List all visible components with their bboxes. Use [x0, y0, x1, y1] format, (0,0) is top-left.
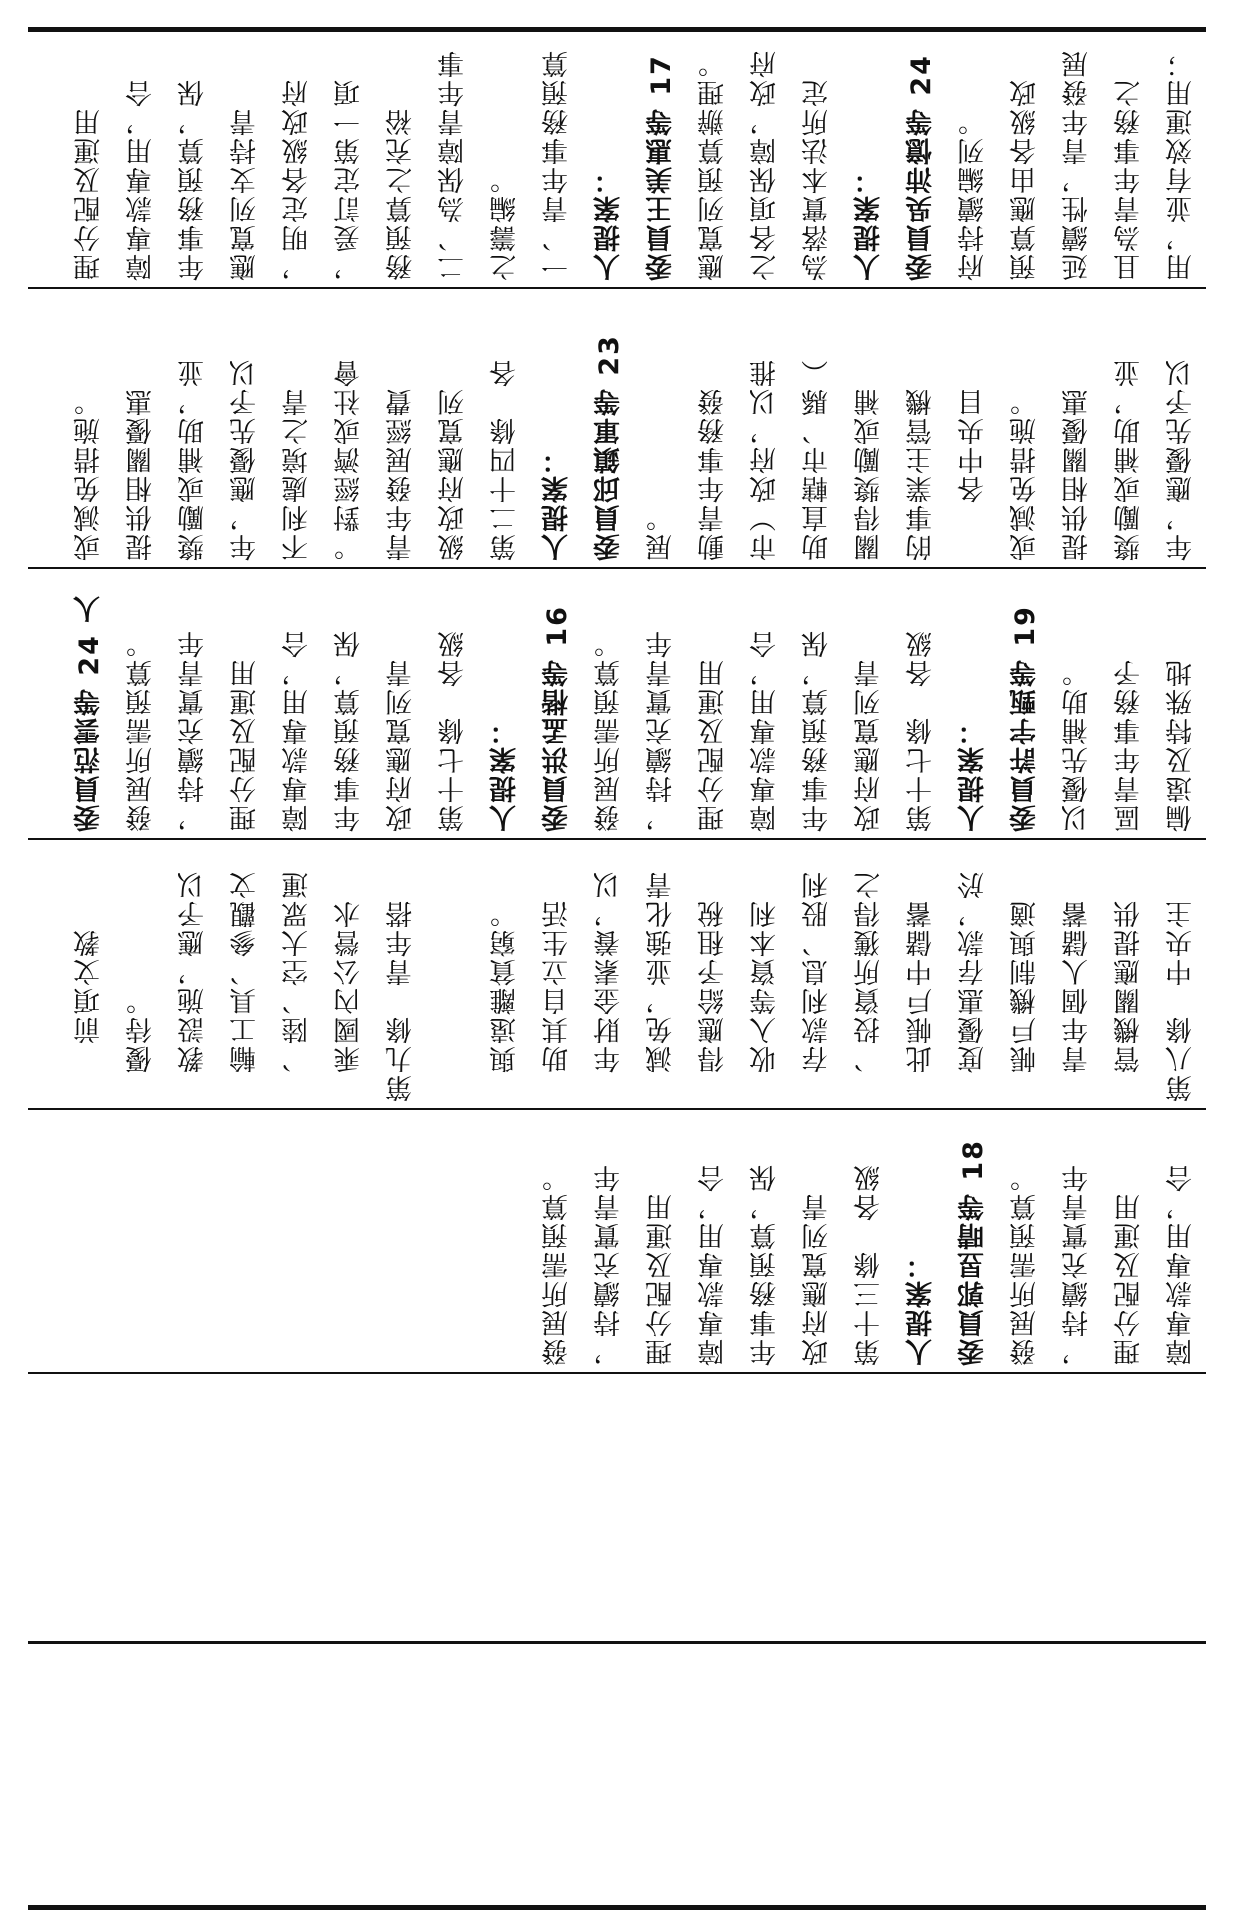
text-line: 障專款專用，合: [750, 629, 781, 832]
text-line: 障專款專用，合: [126, 78, 157, 281]
proposer-heading: 人提案：: [542, 445, 573, 561]
text-line: 為落實本法所定: [802, 78, 833, 281]
text-line: 關得獎勵或補: [854, 387, 885, 561]
text-line: 存款利息、股利: [802, 870, 833, 1102]
text-line: 。對經濟或社會: [334, 358, 365, 561]
proposer-heading: 人提案：: [490, 716, 521, 832]
text-line: 障專款專用，合: [698, 1163, 729, 1366]
text-line: ，爰訂定第一項: [334, 78, 365, 281]
text-line: 理分配及運用: [698, 658, 729, 832]
text-line: 第八條 中央主: [1166, 899, 1197, 1102]
text-line: 與遠離貧窮。: [490, 899, 521, 1102]
text-line: 年，應優先予以: [230, 358, 261, 561]
text-line: 年財金素養，以: [594, 870, 625, 1102]
text-line: 第二十四條 各: [490, 358, 521, 561]
row-separator: [28, 567, 1206, 569]
text-line: 帳戶機制與適: [1010, 899, 1041, 1102]
proposer-heading: 人提案：: [854, 165, 885, 281]
proposer-heading: 委員吳沛憶等 24: [906, 54, 937, 281]
text-line: 、投資所獲得之: [854, 870, 885, 1102]
text-line: 獎勵或補助，並: [1114, 358, 1145, 561]
text-line: 理分配及運用: [646, 1192, 677, 1366]
row-separator: [28, 287, 1206, 289]
text-line: 管機關應提供: [1114, 899, 1145, 1102]
text-line: 、陸、空大眾運: [282, 870, 313, 1102]
text-line: 度優惠存款，於: [958, 870, 989, 1102]
text-line: 青年個人儲蓄: [1062, 899, 1093, 1102]
text-line: 區青年事務予: [1114, 658, 1145, 832]
text-line: 減免，並強化青: [646, 870, 677, 1102]
table-cell: [28, 295, 1206, 561]
text-line: 教設施，應予以: [178, 870, 209, 1102]
text-line: 展。: [646, 503, 677, 561]
text-line: 二、為保障青年事: [438, 49, 469, 281]
table-cell: [28, 40, 1206, 281]
text-line: 優待。: [126, 986, 157, 1102]
row-separator: [28, 1372, 1206, 1374]
text-line: ，持續充實青年: [178, 629, 209, 832]
text-line: 年，應優先予以: [1166, 358, 1197, 561]
text-line: ，持續充實青年: [1062, 1163, 1093, 1366]
text-line: 或減免措施。: [1010, 387, 1041, 561]
text-line: 預算應由各級政: [1010, 78, 1041, 281]
text-line: 提供相關優惠: [1062, 387, 1093, 561]
text-line: 提供相關優惠: [126, 387, 157, 561]
proposer-heading: 人提案：: [958, 716, 989, 832]
text-line: ，明定各級政府: [282, 78, 313, 281]
text-line: 延續性，青年發展: [1062, 49, 1093, 281]
proposer-heading: 委員洪孟楷等 16: [542, 605, 573, 832]
text-line: 發展所需預算。: [542, 1163, 573, 1366]
text-line: 理分配及運用: [1114, 1192, 1145, 1366]
text-line: 發展所需預算。: [1010, 1163, 1041, 1366]
text-line: 第十七條 各級: [906, 629, 937, 832]
text-line: 市）政府，以推: [750, 358, 781, 561]
table-cell: [28, 1116, 1206, 1366]
text-line: 助直轄市、縣（: [802, 358, 833, 561]
text-line: 且為青年事務之: [1114, 78, 1145, 281]
text-line: 以優先補助。: [1062, 658, 1093, 832]
text-line: 此帳戶中儲蓄: [906, 899, 937, 1102]
text-line: 政府應寬列青: [386, 658, 417, 832]
text-line: 年事務預算，保: [334, 629, 365, 832]
text-line: 青年發展經費: [386, 387, 417, 561]
table-cell: [28, 575, 1206, 832]
text-line: 之籌編。: [490, 165, 521, 281]
text-line: 收入等資本利: [750, 899, 781, 1102]
proposer-heading: 委員范雲等 24 人: [74, 593, 105, 832]
text-line: 乘國內公營水: [334, 899, 365, 1102]
proposer-heading: 委員王美惠等 17: [646, 54, 677, 281]
text-line: [428, 846, 480, 1102]
text-line: 一、青年事務預算: [542, 49, 573, 281]
text-line: 年事務預算，保: [750, 1163, 781, 1366]
text-line: 輸工具、參觀文: [230, 870, 261, 1102]
page-bottom-rule: [28, 1905, 1206, 1910]
text-line: 第十七條 各級: [438, 629, 469, 832]
text-line: 障專款專用，合: [282, 629, 313, 832]
text-line: 障專款專用，合: [1166, 1163, 1197, 1366]
text-line: 務預算之充裕: [386, 107, 417, 281]
text-line: 不利處境之青: [282, 387, 313, 561]
text-line: 助其自立生活: [542, 899, 573, 1102]
text-line: 府持續編列。: [958, 107, 989, 281]
proposer-heading: 人提案：: [594, 165, 625, 281]
text-line: 用，並有效運用；: [1166, 49, 1197, 281]
text-line: 應寬列預算辦理。: [698, 49, 729, 281]
text-line: 或減免措施。: [74, 387, 105, 561]
text-line: 理分配及運用: [230, 658, 261, 832]
text-line: 級政府應寬列: [438, 387, 469, 561]
text-line: 發展所需預算。: [126, 629, 157, 832]
text-line: 的事業主管機: [906, 387, 937, 561]
text-line: 前項文教: [74, 928, 105, 1102]
text-line: 理分配及運用: [74, 107, 105, 281]
text-line: 之各項保障，政府: [750, 49, 781, 281]
row-separator: [28, 838, 1206, 840]
proposer-heading: 人提案：: [906, 1250, 937, 1366]
proposer-heading: 委員郭昱晴等 18: [958, 1139, 989, 1366]
text-line: 各中央目: [958, 387, 989, 561]
text-line: 第十三條 各級: [854, 1163, 885, 1366]
text-line: 政府應寬列青: [802, 1192, 833, 1366]
text-line: 年事務預算，保: [178, 78, 209, 281]
text-line: 發展所需預算。: [594, 629, 625, 832]
text-line: ，持續充實青年: [646, 629, 677, 832]
text-line: 動青年事務發: [698, 387, 729, 561]
text-line: 偏遠及特殊地: [1166, 658, 1197, 832]
proposer-heading: 委員許宇甄等 19: [1010, 605, 1041, 832]
text-line: 得應給予租稅: [698, 899, 729, 1102]
text-line: ，持續充實青年: [594, 1163, 625, 1366]
proposer-heading: 委員邱鎮軍等 23: [594, 334, 625, 561]
text-line: 政府應寬列青: [854, 658, 885, 832]
text-line: 應寬列支持青: [230, 107, 261, 281]
text-line: 年事務預算，保: [802, 629, 833, 832]
text-line: 獎勵或補助，並: [178, 358, 209, 561]
text-line: 第九條 青年搭: [386, 899, 417, 1102]
row-separator: [28, 1108, 1206, 1110]
table-cell: [28, 846, 1206, 1102]
table-bottom-rule: [28, 1641, 1206, 1644]
